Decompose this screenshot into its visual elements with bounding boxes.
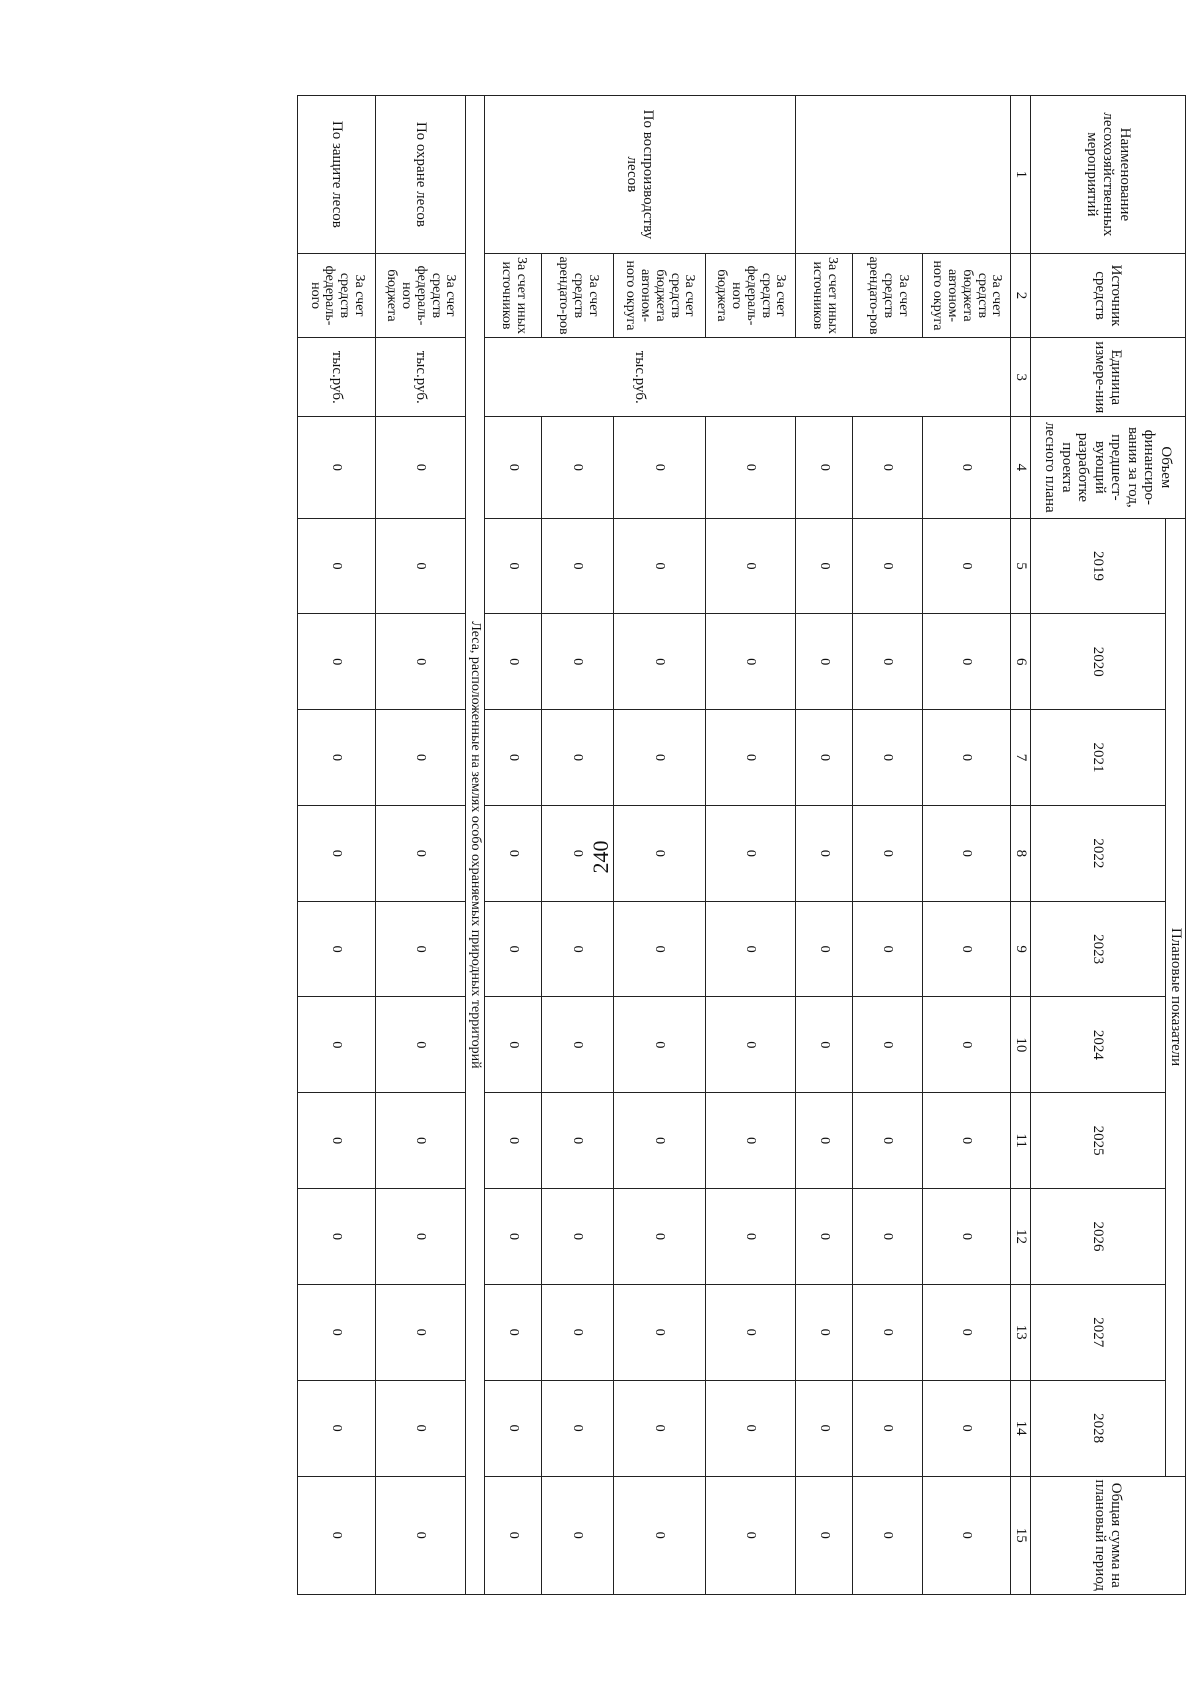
cell-value: 0 [853, 901, 923, 997]
cell-value: 0 [853, 997, 923, 1093]
header-total: Общая сумма на плановый период [1031, 1476, 1186, 1594]
cell-value: 0 [614, 1284, 706, 1380]
column-number: 3 [1011, 338, 1031, 417]
cell-value: 0 [796, 614, 853, 710]
cell-value: 0 [485, 1284, 542, 1380]
cell-value: 0 [706, 901, 796, 997]
cell-value: 0 [376, 1284, 466, 1380]
cell-value: 0 [542, 614, 614, 710]
cell-value: 0 [614, 710, 706, 806]
column-number: 11 [1011, 1093, 1031, 1189]
row-name: По защите лесов [298, 96, 376, 254]
cell-value: 0 [923, 1476, 1011, 1594]
cell-value: 0 [542, 710, 614, 806]
section-row [466, 96, 485, 1595]
cell-value: 0 [298, 710, 376, 806]
cell-value: 0 [376, 1189, 466, 1285]
header-year: 2026 [1031, 1189, 1166, 1285]
cell-value: 0 [485, 997, 542, 1093]
cell-value: 0 [796, 1189, 853, 1285]
cell-value: 0 [542, 1380, 614, 1476]
column-number: 5 [1011, 518, 1031, 614]
cell-value: 0 [485, 1476, 542, 1594]
cell-value: 0 [542, 901, 614, 997]
row-unit-empty [796, 338, 1011, 417]
cell-value: 0 [923, 1284, 1011, 1380]
table-row [796, 96, 853, 1595]
cell-value: 0 [614, 614, 706, 710]
cell-value: 0 [485, 1380, 542, 1476]
cell-value: 0 [923, 1380, 1011, 1476]
cell-value: 0 [796, 1380, 853, 1476]
cell-value: 0 [706, 1189, 796, 1285]
column-number: 9 [1011, 901, 1031, 997]
cell-value: 0 [298, 901, 376, 997]
page-number: 240 [588, 840, 613, 874]
cell-value: 0 [706, 1093, 796, 1189]
cell-value: 0 [485, 901, 542, 997]
cell-value: 0 [853, 1189, 923, 1285]
cell-value: 0 [298, 997, 376, 1093]
table-row [376, 96, 466, 1595]
row-source: За счет средств федераль-ного бюджета [376, 253, 466, 338]
header-unit: Единица измере-ния [1031, 338, 1186, 417]
row-source: За счет иных источников [796, 253, 853, 338]
cell-value: 0 [853, 1284, 923, 1380]
column-number: 12 [1011, 1189, 1031, 1285]
cell-value: 0 [796, 901, 853, 997]
row-source: За счет средств арендато-ров [542, 253, 614, 338]
section-title: Леса, расположенные на землях особо охраняемых природных территорий [466, 96, 485, 1595]
cell-value: 0 [796, 1476, 853, 1594]
header-volume: Объем финансиро-вания за год, предшест-вующий разработке проекта лесного плана [1031, 417, 1186, 518]
cell-value: 0 [614, 805, 706, 901]
cell-value: 0 [796, 1093, 853, 1189]
cell-value: 0 [485, 1093, 542, 1189]
cell-value: 0 [796, 710, 853, 806]
cell-value: 0 [542, 805, 614, 901]
row-unit: тыс.руб. [298, 338, 376, 417]
column-number-row [1011, 96, 1031, 1595]
header-name: Наименование лесохозяйственных мероприятий [1031, 96, 1186, 254]
cell-value: 0 [298, 1284, 376, 1380]
cell-value: 0 [706, 417, 796, 518]
cell-value: 0 [853, 805, 923, 901]
cell-value: 0 [853, 1380, 923, 1476]
cell-value: 0 [923, 997, 1011, 1093]
cell-value: 0 [376, 1093, 466, 1189]
row-name-empty [796, 96, 1011, 254]
cell-value: 0 [485, 518, 542, 614]
cell-value: 0 [923, 805, 1011, 901]
cell-value: 0 [796, 805, 853, 901]
header-planned: Плановые показатели [1166, 518, 1186, 1476]
header-year: 2027 [1031, 1284, 1166, 1380]
cell-value: 0 [853, 1476, 923, 1594]
header-year: 2019 [1031, 518, 1166, 614]
header-year: 2024 [1031, 997, 1166, 1093]
cell-value: 0 [298, 1189, 376, 1285]
cell-value: 0 [376, 901, 466, 997]
cell-value: 0 [376, 417, 466, 518]
column-number: 13 [1011, 1284, 1031, 1380]
row-unit: тыс.руб. [376, 338, 466, 417]
header-year: 2022 [1031, 805, 1166, 901]
cell-value: 0 [298, 614, 376, 710]
row-source: За счет средств федераль-ного [298, 253, 376, 338]
column-number: 1 [1011, 96, 1031, 254]
table-row [542, 96, 614, 1595]
row-unit: тыс.руб. [485, 338, 796, 417]
row-source: За счет средств федераль-ного бюджета [706, 253, 796, 338]
cell-value: 0 [614, 417, 706, 518]
cell-value: 0 [796, 997, 853, 1093]
cell-value: 0 [706, 710, 796, 806]
header-year: 2025 [1031, 1093, 1166, 1189]
cell-value: 0 [923, 417, 1011, 518]
row-source: За счет иных источников [485, 253, 542, 338]
cell-value: 0 [298, 1380, 376, 1476]
cell-value: 0 [542, 1284, 614, 1380]
cell-value: 0 [542, 997, 614, 1093]
table-row [614, 96, 706, 1595]
cell-value: 0 [376, 518, 466, 614]
header-year: 2023 [1031, 901, 1166, 997]
cell-value: 0 [923, 1189, 1011, 1285]
cell-value: 0 [923, 518, 1011, 614]
column-number: 4 [1011, 417, 1031, 518]
cell-value: 0 [542, 1093, 614, 1189]
cell-value: 0 [376, 997, 466, 1093]
cell-value: 0 [298, 417, 376, 518]
header-year: 2028 [1031, 1380, 1166, 1476]
cell-value: 0 [542, 417, 614, 518]
cell-value: 0 [485, 805, 542, 901]
header-year: 2020 [1031, 614, 1166, 710]
table-row [485, 96, 542, 1595]
cell-value: 0 [485, 710, 542, 806]
cell-value: 0 [796, 518, 853, 614]
cell-value: 0 [706, 997, 796, 1093]
cell-value: 0 [614, 1189, 706, 1285]
table-row [853, 96, 923, 1595]
table-row [298, 96, 376, 1595]
cell-value: 0 [796, 1284, 853, 1380]
cell-value: 0 [614, 1093, 706, 1189]
cell-value: 0 [485, 1189, 542, 1285]
cell-value: 0 [376, 1476, 466, 1594]
column-number: 10 [1011, 997, 1031, 1093]
cell-value: 0 [706, 1476, 796, 1594]
cell-value: 0 [376, 805, 466, 901]
financing-table [297, 95, 1186, 1595]
cell-value: 0 [853, 518, 923, 614]
cell-value: 0 [485, 614, 542, 710]
row-source: За счет средств бюджета автоном-ного округа [923, 253, 1011, 338]
cell-value: 0 [853, 614, 923, 710]
cell-value: 0 [923, 1093, 1011, 1189]
cell-value: 0 [298, 1093, 376, 1189]
cell-value: 0 [298, 805, 376, 901]
cell-value: 0 [614, 901, 706, 997]
cell-value: 0 [485, 417, 542, 518]
column-number: 6 [1011, 614, 1031, 710]
table-row [923, 96, 1011, 1595]
cell-value: 0 [542, 1189, 614, 1285]
cell-value: 0 [853, 417, 923, 518]
column-number: 7 [1011, 710, 1031, 806]
cell-value: 0 [923, 614, 1011, 710]
cell-value: 0 [542, 1476, 614, 1594]
cell-value: 0 [706, 805, 796, 901]
cell-value: 0 [853, 1093, 923, 1189]
row-source: За счет средств бюджета автоном-ного округа [614, 253, 706, 338]
cell-value: 0 [706, 518, 796, 614]
cell-value: 0 [614, 997, 706, 1093]
column-number: 14 [1011, 1380, 1031, 1476]
rotated-table-container [173, 95, 1186, 1595]
cell-value: 0 [376, 1380, 466, 1476]
cell-value: 0 [706, 1380, 796, 1476]
cell-value: 0 [706, 614, 796, 710]
cell-value: 0 [542, 518, 614, 614]
cell-value: 0 [706, 1284, 796, 1380]
table-row [706, 96, 796, 1595]
cell-value: 0 [796, 417, 853, 518]
row-name: По охране лесов [376, 96, 466, 254]
column-number: 2 [1011, 253, 1031, 338]
cell-value: 0 [923, 901, 1011, 997]
cell-value: 0 [614, 1380, 706, 1476]
row-source: За счет средств арендато-ров [853, 253, 923, 338]
cell-value: 0 [853, 710, 923, 806]
cell-value: 0 [298, 518, 376, 614]
cell-value: 0 [298, 1476, 376, 1594]
column-number: 15 [1011, 1476, 1031, 1594]
header-source: Источник средств [1031, 253, 1186, 338]
cell-value: 0 [614, 1476, 706, 1594]
column-number: 8 [1011, 805, 1031, 901]
cell-value: 0 [614, 518, 706, 614]
cell-value: 0 [376, 614, 466, 710]
cell-value: 0 [923, 710, 1011, 806]
header-year: 2021 [1031, 710, 1166, 806]
cell-value: 0 [376, 710, 466, 806]
row-name: По воспроизводству лесов [485, 96, 796, 254]
